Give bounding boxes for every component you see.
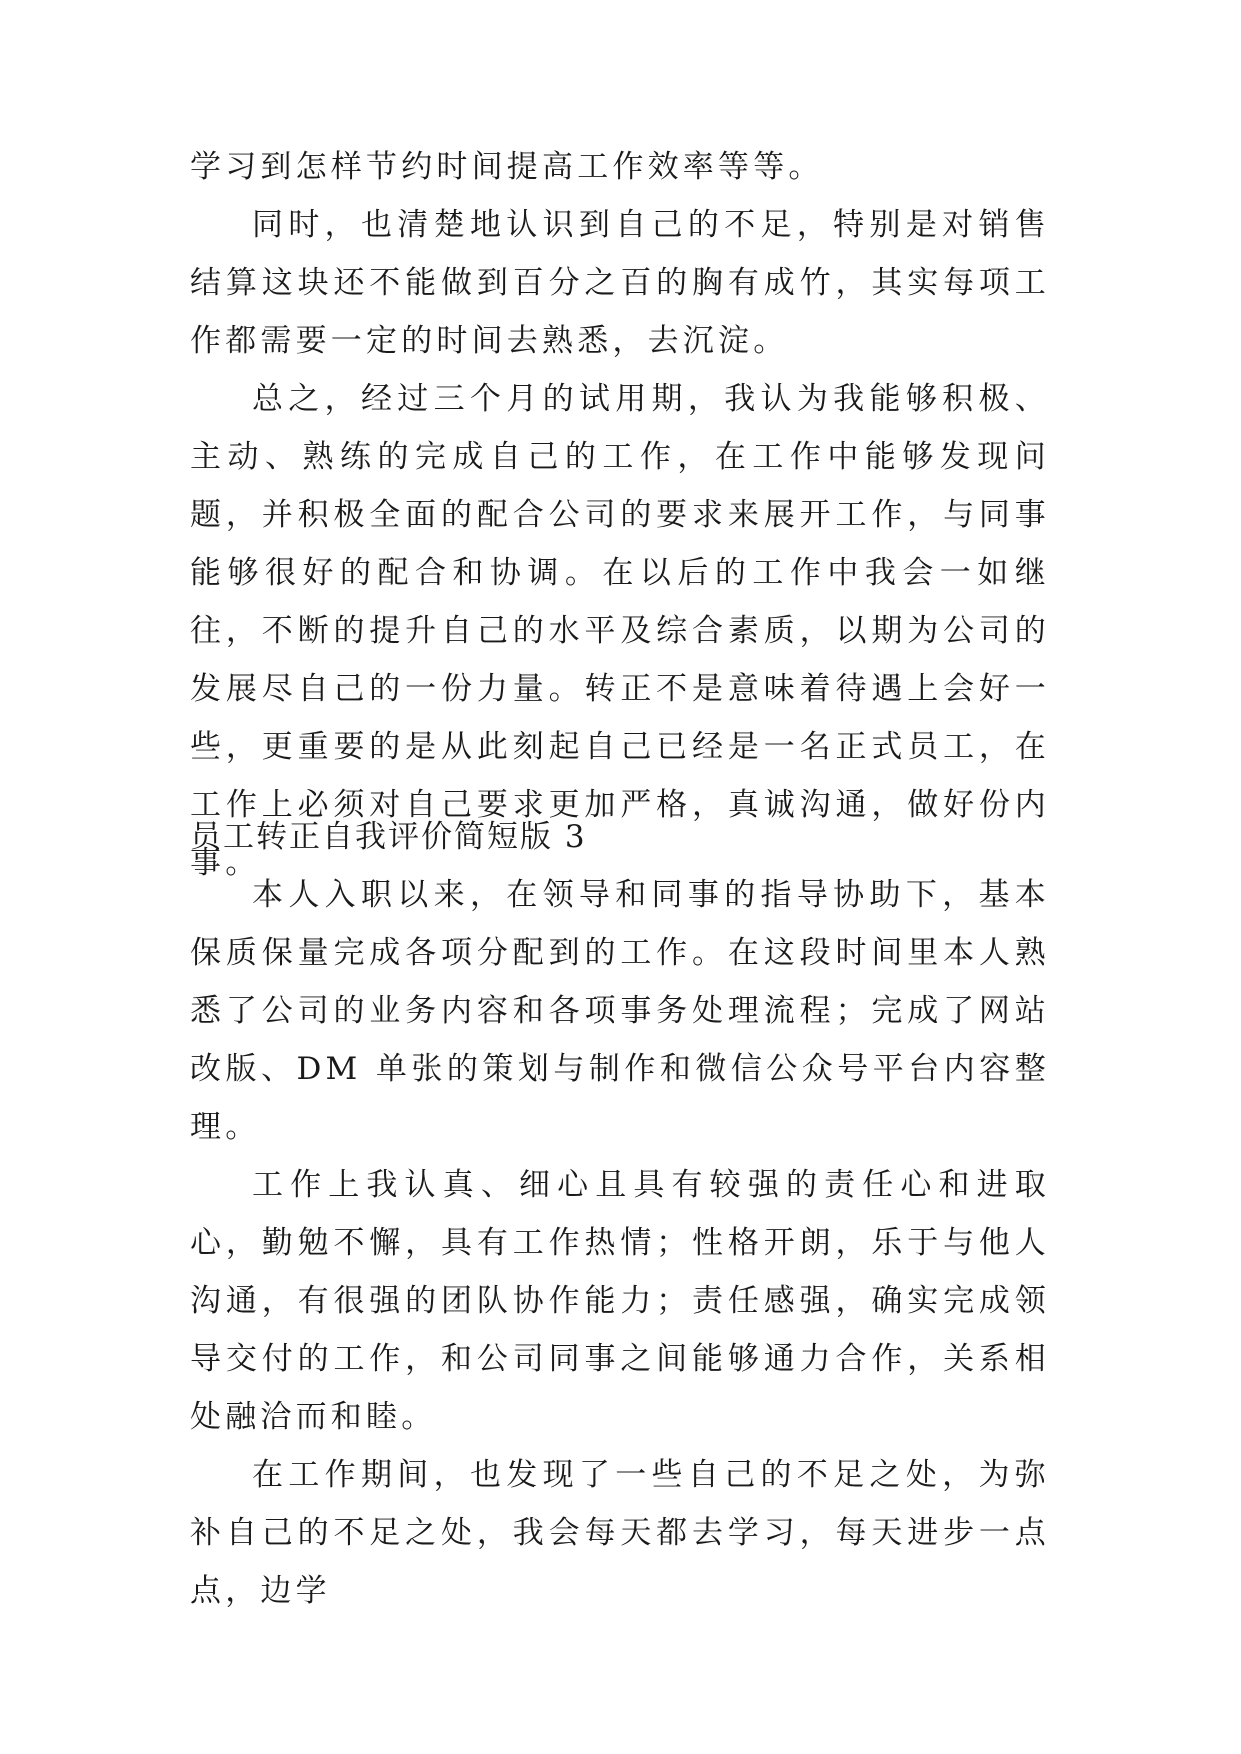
paragraph-summary: 总之，经过三个月的试用期，我认为我能够积极、主动、熟练的完成自己的工作，在工作中能够发现问题，并积极全面的配合公司的要求来展开工作，与同事能够很好的配合和协调。在以后的工作中我会一如继往，不断的提升自己的水平及综合素质，以期为公司的发展尽自己的一份力量。转正不是意味着待遇上会好一些，更重要的是从此刻起自己已经是一名正式员工，在工作上必须对自己要求更加严格，真诚沟通，做好份内事。 (190, 381, 1050, 881)
paragraph-attitude: 工作上我认真、细心且具有较强的责任心和进取心，勤勉不懈，具有工作热情；性格开朗，乐于与他人沟通，有很强的团队协作能力；责任感强，确实完成领导交付的工作，和公司同事之间能够通力合作，关系相处融洽而和睦。 (190, 1167, 1050, 1435)
paragraph-onboarding: 本人入职以来，在领导和同事的指导协助下，基本保质保量完成各项分配到的工作。在这段时间里本人熟悉了公司的业务内容和各项事务处理流程；完成了网站改版、DM 单张的策划与制作和微信公众号平台内容整理。 (190, 877, 1050, 1145)
paragraph-improvement: 在工作期间，也发现了一些自己的不足之处，为弥补自己的不足之处，我会每天都去学习，每天进步一点点，边学 (190, 1457, 1050, 1609)
text-block-section3 (190, 866, 1050, 1620)
paragraph-continued: 学习到怎样节约时间提高工作效率等等。 (190, 149, 824, 185)
section-title: 员工转正自我评价简短版 3 (190, 819, 587, 855)
text-block-top (190, 138, 1050, 892)
paragraph-shortcomings: 同时，也清楚地认识到自己的不足，特别是对销售结算这块还不能做到百分之百的胸有成竹，其实每项工作都需要一定的时间去熟悉，去沉淀。 (190, 207, 1050, 359)
